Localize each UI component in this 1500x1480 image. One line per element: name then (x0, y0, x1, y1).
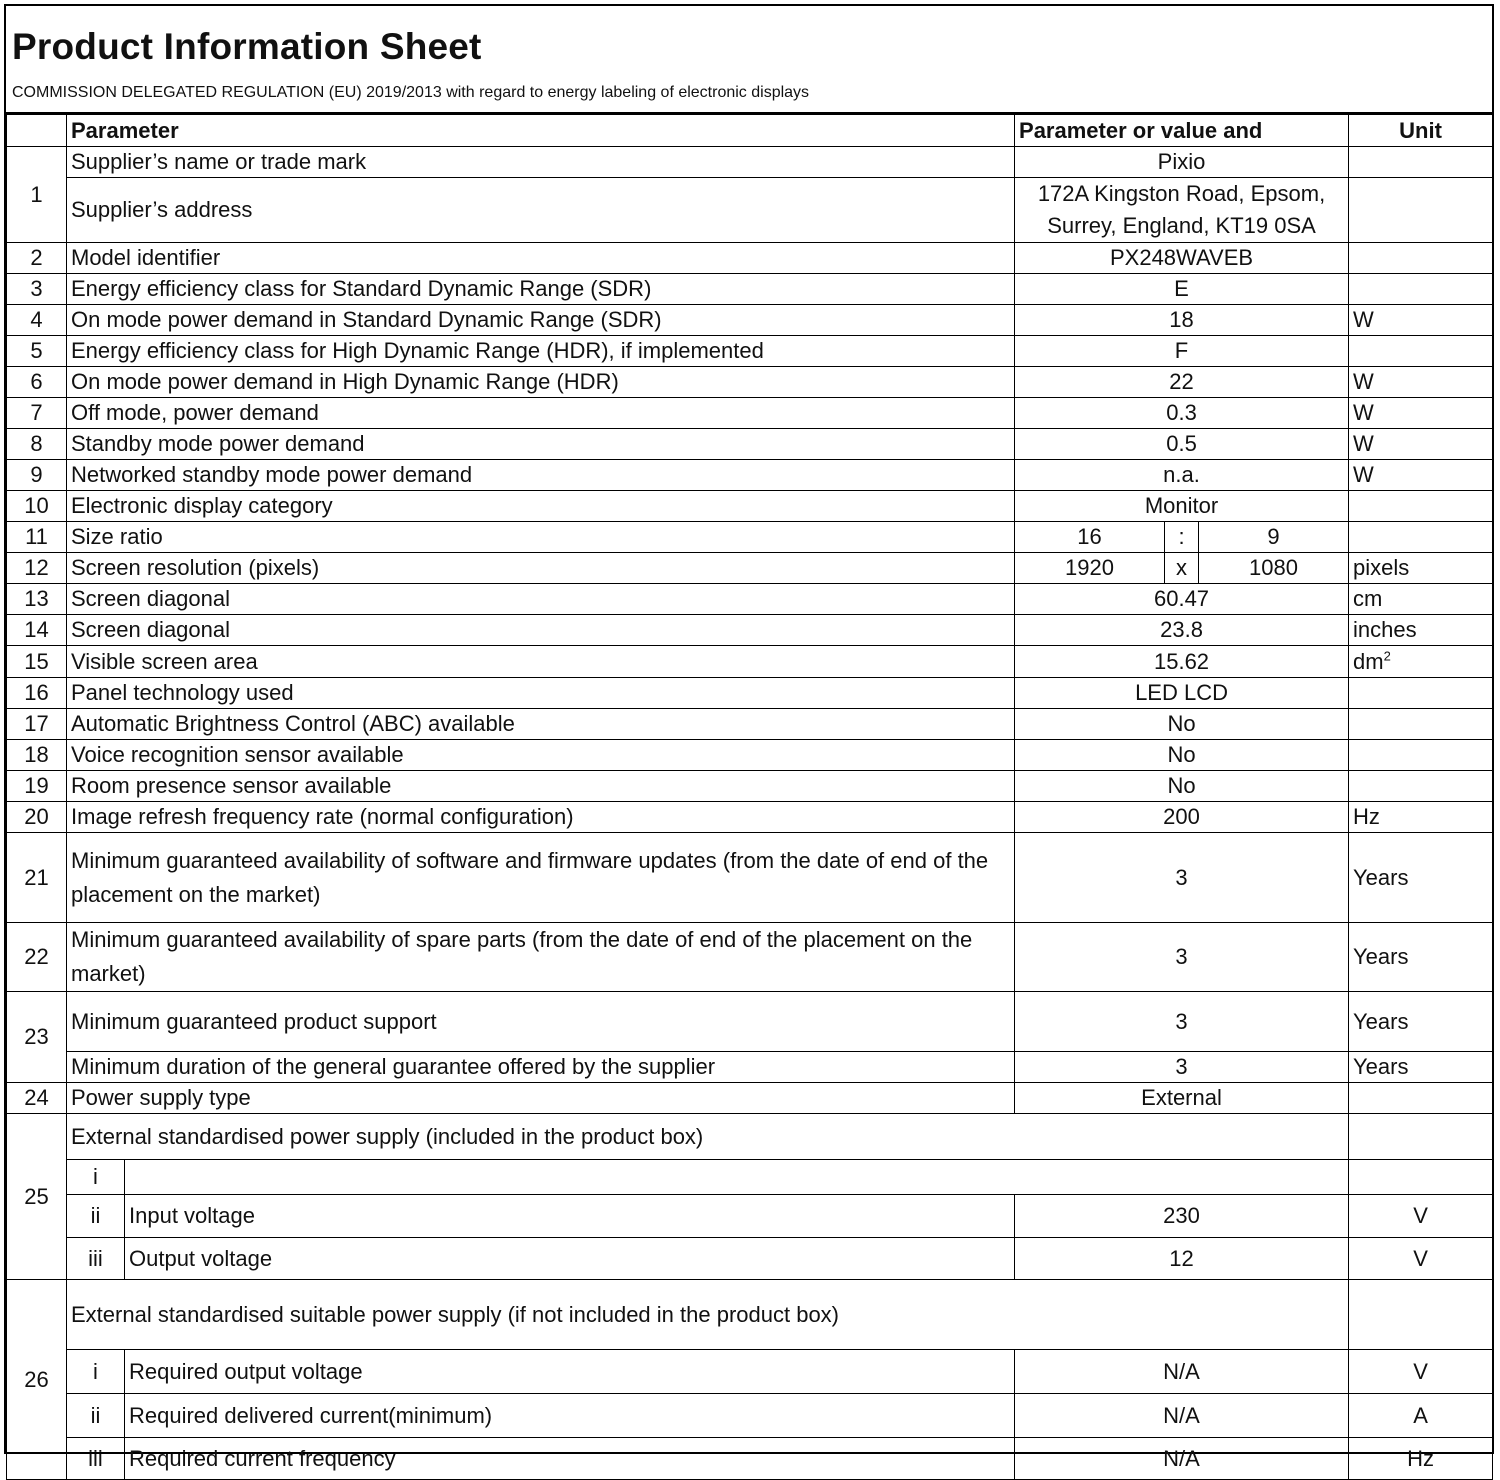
ratio-width-value: 16 (1015, 522, 1165, 553)
parameter-unit (1349, 147, 1493, 178)
row-number: 2 (7, 243, 67, 274)
parameter-name: On mode power demand in High Dynamic Range (HDR) (67, 367, 1015, 398)
sub-index: i (67, 1350, 125, 1394)
parameter-name: Image refresh frequency rate (normal configuration) (67, 802, 1015, 833)
parameter-name: Networked standby mode power demand (67, 460, 1015, 491)
parameter-name: Screen diagonal (67, 584, 1015, 615)
parameter-value: 3 (1015, 1052, 1349, 1083)
table-row (7, 678, 1493, 709)
parameter-value: 0.3 (1015, 398, 1349, 429)
row-number: 17 (7, 709, 67, 740)
parameter-name: Panel technology used (67, 678, 1015, 709)
parameter-name: Size ratio (67, 522, 1015, 553)
header-value: Parameter or value and (1015, 115, 1349, 147)
parameter-value: No (1015, 771, 1349, 802)
parameter-name: Automatic Brightness Control (ABC) available (67, 709, 1015, 740)
parameter-value: 230 (1015, 1195, 1349, 1238)
address-line: 172A Kingston Road, Epsom, (1037, 181, 1326, 206)
address-line: Surrey, England, KT19 0SA (1047, 213, 1316, 238)
row-number: 5 (7, 336, 67, 367)
table-row (7, 1394, 1493, 1438)
row-number: 25 (7, 1114, 67, 1280)
parameter-value: Monitor (1015, 491, 1349, 522)
parameter-name: Required output voltage (125, 1350, 1015, 1394)
sheet-title: Product Information Sheet (12, 26, 482, 67)
row-number: 14 (7, 615, 67, 646)
parameter-name: Power supply type (67, 1083, 1015, 1114)
sub-index: iii (67, 1238, 125, 1280)
parameter-name: On mode power demand in Standard Dynamic Range (SDR) (67, 305, 1015, 336)
parameter-name: Standby mode power demand (67, 429, 1015, 460)
table-row (7, 709, 1493, 740)
parameter-unit (1349, 1280, 1493, 1350)
parameter-name: Minimum duration of the general guarantee offered by the supplier (67, 1052, 1015, 1083)
parameter-unit: W (1349, 398, 1493, 429)
parameter-unit: pixels (1349, 553, 1493, 584)
parameter-name: Visible screen area (67, 646, 1015, 678)
parameter-value: Pixio (1015, 147, 1349, 178)
row-number: 4 (7, 305, 67, 336)
parameter-value: No (1015, 740, 1349, 771)
table-row (7, 243, 1493, 274)
parameter-unit: Hz (1349, 802, 1493, 833)
unit-superscript: 2 (1383, 648, 1391, 664)
parameter-unit: W (1349, 367, 1493, 398)
table-row (7, 460, 1493, 491)
parameter-name: Screen diagonal (67, 615, 1015, 646)
table-row (7, 1195, 1493, 1238)
parameter-name: Output voltage (125, 1238, 1015, 1280)
parameter-value: N/A (1015, 1438, 1349, 1480)
sub-index: ii (67, 1195, 125, 1238)
table-row (7, 923, 1493, 992)
parameter-unit (1349, 1160, 1493, 1195)
parameter-unit (1349, 491, 1493, 522)
parameter-unit: W (1349, 429, 1493, 460)
row-number: 9 (7, 460, 67, 491)
table-row (7, 398, 1493, 429)
table-row (7, 646, 1493, 678)
sheet-header (6, 6, 1492, 114)
parameter-value: 200 (1015, 802, 1349, 833)
row-number: 12 (7, 553, 67, 584)
parameter-value: 23.8 (1015, 615, 1349, 646)
parameter-value: 15.62 (1015, 646, 1349, 678)
parameter-name: Minimum guaranteed availability of software and firmware updates (from the date of end of the placement on the market) (67, 833, 1015, 923)
parameter-unit (1349, 709, 1493, 740)
row-number: 13 (7, 584, 67, 615)
parameter-value: N/A (1015, 1394, 1349, 1438)
parameter-value: 60.47 (1015, 584, 1349, 615)
section-heading: External standardised power supply (included in the product box) (67, 1114, 1349, 1160)
parameter-unit (1349, 646, 1493, 678)
row-number: 19 (7, 771, 67, 802)
parameter-unit: Years (1349, 1052, 1493, 1083)
row-number: 8 (7, 429, 67, 460)
parameter-unit (1349, 243, 1493, 274)
parameter-value: No (1015, 709, 1349, 740)
sheet-subtitle: COMMISSION DELEGATED REGULATION (EU) 2019/2013 with regard to energy labeling of electronic displays (12, 84, 810, 101)
header-unit: Unit (1349, 115, 1493, 147)
resolution-width-value: 1920 (1015, 553, 1165, 584)
sub-index: ii (67, 1394, 125, 1438)
row-number: 23 (7, 992, 67, 1083)
parameter-name: Off mode, power demand (67, 398, 1015, 429)
row-number: 11 (7, 522, 67, 553)
row-number: 24 (7, 1083, 67, 1114)
parameter-name: Energy efficiency class for High Dynamic Range (HDR), if implemented (67, 336, 1015, 367)
table-row (7, 1083, 1493, 1114)
row-number: 21 (7, 833, 67, 923)
row-number: 22 (7, 923, 67, 992)
product-information-sheet (4, 4, 1494, 1471)
ratio-height-value: 9 (1199, 522, 1349, 553)
resolution-separator: x (1165, 553, 1199, 584)
table-row (7, 1160, 1493, 1195)
parameter-value: LED LCD (1015, 678, 1349, 709)
table-row (7, 1052, 1493, 1083)
parameter-unit: inches (1349, 615, 1493, 646)
row-number: 16 (7, 678, 67, 709)
table-row (7, 1280, 1493, 1350)
parameter-unit: W (1349, 305, 1493, 336)
unit-text: dm (1353, 648, 1384, 674)
row-number: 26 (7, 1280, 67, 1480)
header-row (7, 115, 1493, 147)
table-row (7, 1114, 1493, 1160)
parameter-name: Model identifier (67, 243, 1015, 274)
parameter-unit (1349, 740, 1493, 771)
parameter-name: Voice recognition sensor available (67, 740, 1015, 771)
parameter-unit: Years (1349, 833, 1493, 923)
parameter-unit (1349, 678, 1493, 709)
parameter-unit (1349, 274, 1493, 305)
header-parameter: Parameter (67, 115, 1015, 147)
table-row (7, 429, 1493, 460)
parameter-name: Energy efficiency class for Standard Dynamic Range (SDR) (67, 274, 1015, 305)
row-number: 6 (7, 367, 67, 398)
parameter-value: 0.5 (1015, 429, 1349, 460)
resolution-height-value: 1080 (1199, 553, 1349, 584)
parameter-unit: V (1349, 1238, 1493, 1280)
table-row (7, 553, 1493, 584)
table-row (7, 522, 1493, 553)
table-row (7, 178, 1493, 243)
row-number: 15 (7, 646, 67, 678)
parameter-unit (1349, 771, 1493, 802)
parameter-name: Room presence sensor available (67, 771, 1015, 802)
parameter-name: Input voltage (125, 1195, 1015, 1238)
sub-index: iii (67, 1438, 125, 1480)
table-row (7, 491, 1493, 522)
parameter-unit (1349, 1114, 1493, 1160)
row-number: 1 (7, 147, 67, 243)
parameter-name: Required current frequency (125, 1438, 1015, 1480)
row-number: 18 (7, 740, 67, 771)
table-row (7, 771, 1493, 802)
table-row (7, 833, 1493, 923)
parameter-name: Screen resolution (pixels) (67, 553, 1015, 584)
parameter-unit (1349, 178, 1493, 243)
parameter-value: 18 (1015, 305, 1349, 336)
table-row (7, 1238, 1493, 1280)
parameter-value: 3 (1015, 923, 1349, 992)
table-row (7, 615, 1493, 646)
parameter-name: Supplier’s name or trade mark (67, 147, 1015, 178)
parameter-unit: A (1349, 1394, 1493, 1438)
row-number: 10 (7, 491, 67, 522)
table-row (7, 584, 1493, 615)
table-row (7, 992, 1493, 1052)
row-number: 20 (7, 802, 67, 833)
parameter-value: F (1015, 336, 1349, 367)
parameter-value: E (1015, 274, 1349, 305)
table-row (7, 147, 1493, 178)
parameter-unit (1349, 522, 1493, 553)
product-info-table (6, 114, 1493, 1480)
parameter-name: Required delivered current(minimum) (125, 1394, 1015, 1438)
row-number: 7 (7, 398, 67, 429)
parameter-value: 3 (1015, 833, 1349, 923)
parameter-unit (1349, 336, 1493, 367)
header-number (7, 115, 67, 147)
parameter-name: Minimum guaranteed availability of spare parts (from the date of end of the placement on the market) (67, 923, 1015, 992)
table-row (7, 1350, 1493, 1394)
parameter-unit: V (1349, 1195, 1493, 1238)
parameter-unit: Years (1349, 992, 1493, 1052)
parameter-unit: cm (1349, 584, 1493, 615)
parameter-unit: Years (1349, 923, 1493, 992)
parameter-name: Electronic display category (67, 491, 1015, 522)
table-row (7, 740, 1493, 771)
parameter-value: n.a. (1015, 460, 1349, 491)
parameter-name: Supplier’s address (67, 178, 1015, 243)
parameter-value: 22 (1015, 367, 1349, 398)
parameter-value: External (1015, 1083, 1349, 1114)
parameter-value: 3 (1015, 992, 1349, 1052)
row-number: 3 (7, 274, 67, 305)
parameter-unit (1349, 1083, 1493, 1114)
parameter-unit: W (1349, 460, 1493, 491)
parameter-value: 12 (1015, 1238, 1349, 1280)
parameter-unit: Hz (1349, 1438, 1493, 1480)
parameter-value: N/A (1015, 1350, 1349, 1394)
supplier-address-value (1015, 178, 1349, 243)
table-row (7, 802, 1493, 833)
parameter-name: Minimum guaranteed product support (67, 992, 1015, 1052)
parameter-value: PX248WAVEB (1015, 243, 1349, 274)
table-row (7, 1438, 1493, 1480)
parameter-name (125, 1160, 1349, 1195)
table-row (7, 274, 1493, 305)
table-row (7, 336, 1493, 367)
parameter-unit: V (1349, 1350, 1493, 1394)
ratio-separator: : (1165, 522, 1199, 553)
section-heading: External standardised suitable power supply (if not included in the product box) (67, 1280, 1349, 1350)
table-row (7, 305, 1493, 336)
sub-index: i (67, 1160, 125, 1195)
table-row (7, 367, 1493, 398)
